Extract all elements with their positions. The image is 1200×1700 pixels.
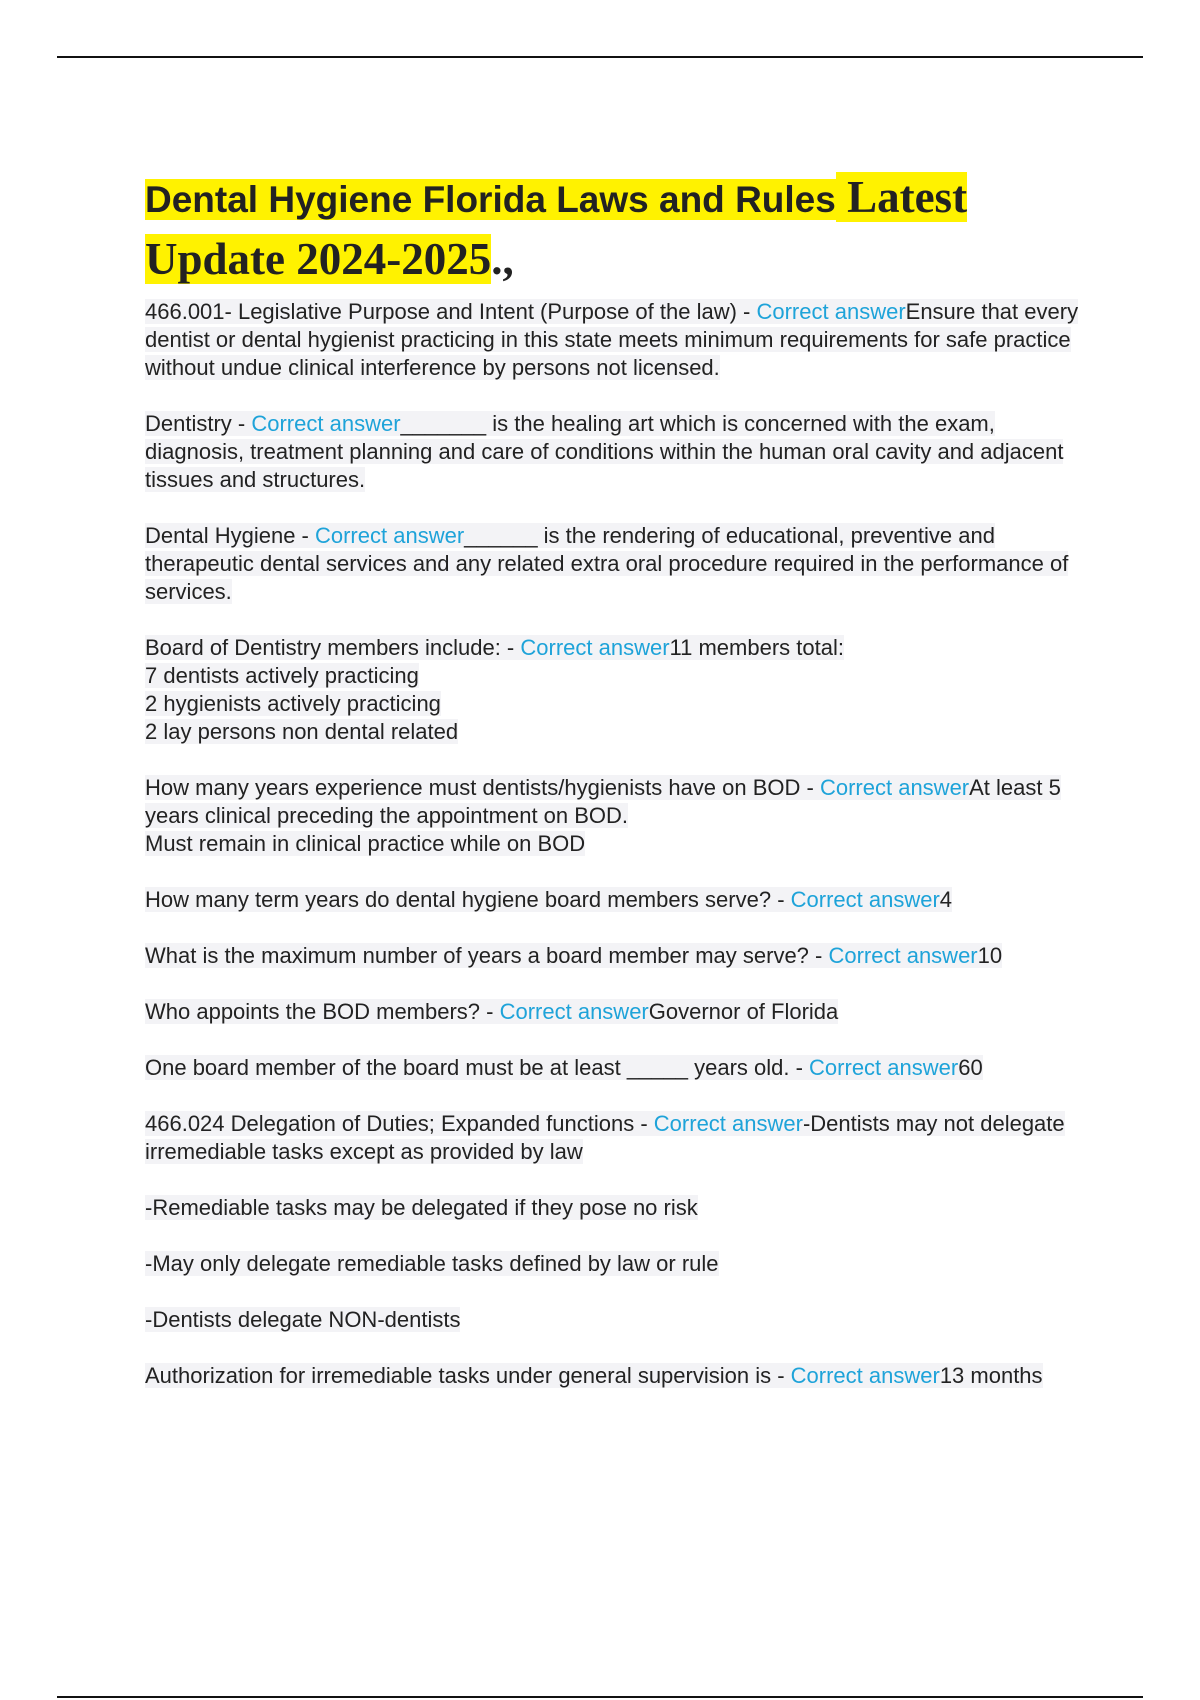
answer-text: 11 members total: <box>669 635 844 660</box>
answer-label: Correct answer <box>520 635 670 660</box>
qa-item <box>145 1110 1095 1166</box>
document-title <box>145 168 1095 292</box>
answer-extra-line: 2 hygienists actively practicing <box>145 691 441 716</box>
answer-text: 10 <box>977 943 1003 968</box>
question-text: How many term years do dental hygiene board members serve? - <box>145 887 791 912</box>
qa-line <box>145 523 1068 604</box>
qa-item <box>145 298 1095 382</box>
answer-label: Correct answer <box>790 887 940 912</box>
qa-item <box>145 1362 1095 1390</box>
note-text: -May only delegate remediable tasks defined by law or rule <box>145 1251 719 1276</box>
question-text: Dental Hygiene - <box>145 523 315 548</box>
title-part-3: Update 2024-2025 <box>145 234 492 284</box>
title-part-2: Latest <box>836 172 967 222</box>
answer-text: -Dentists may not delegate irremediable tasks except as provided by law <box>145 1111 1065 1164</box>
question-text: Board of Dentistry members include: - <box>145 635 521 660</box>
qa-line <box>145 943 1002 968</box>
qa-item <box>145 1306 1095 1334</box>
question-text: Who appoints the BOD members? - <box>145 999 500 1024</box>
qa-line <box>145 1055 983 1080</box>
answer-label: Correct answer <box>790 1363 940 1388</box>
qa-item <box>145 774 1095 858</box>
qa-line <box>145 1363 1043 1388</box>
qa-item <box>145 886 1095 914</box>
qa-item <box>145 1250 1095 1278</box>
answer-text: 60 <box>958 1055 983 1080</box>
qa-item <box>145 410 1095 494</box>
qa-line <box>145 999 838 1024</box>
answer-text: ______ is the rendering of educational, preventive and therapeutic dental services and any related extra oral procedure required in the performance of services. <box>145 523 1069 604</box>
qa-list <box>145 298 1095 1390</box>
answer-label: Correct answer <box>809 1055 959 1080</box>
qa-item <box>145 1194 1095 1222</box>
answer-label: Correct answer <box>653 1111 803 1136</box>
question-text: What is the maximum number of years a board member may serve? - <box>145 943 829 968</box>
title-suffix: ., <box>491 234 514 284</box>
title-part-1: Dental Hygiene Florida Laws and Rules <box>145 179 836 220</box>
qa-item <box>145 522 1095 606</box>
qa-line <box>145 411 1063 492</box>
answer-text: 4 <box>939 887 953 912</box>
answer-label: Correct answer <box>314 523 465 548</box>
question-text: One board member of the board must be at least _____ years old. - <box>145 1055 810 1080</box>
qa-line <box>145 1111 1065 1164</box>
qa-line <box>145 775 1061 828</box>
answer-label: Correct answer <box>828 943 978 968</box>
question-text: 466.024 Delegation of Duties; Expanded functions - <box>145 1111 654 1136</box>
qa-line <box>145 299 1078 380</box>
answer-extra-line: 7 dentists actively practicing <box>145 663 419 688</box>
answer-text: Governor of Florida <box>648 999 839 1024</box>
answer-label: Correct answer <box>251 411 401 436</box>
qa-line <box>145 635 844 660</box>
question-text: How many years experience must dentists/hygienists have on BOD - <box>145 775 820 800</box>
answer-text: _______ is the healing art which is concerned with the exam, diagnosis, treatment planning and care of conditions within the human oral cavity and adjacent tissues and structures. <box>145 411 1064 492</box>
question-text: Dentistry - <box>145 411 252 436</box>
answer-extra-line: Must remain in clinical practice while on BOD <box>145 831 586 856</box>
answer-text: At least 5 years clinical preceding the appointment on BOD. <box>145 775 1061 828</box>
answer-label: Correct answer <box>756 299 906 324</box>
qa-item <box>145 1054 1095 1082</box>
answer-text: Ensure that every dentist or dental hygienist practicing in this state meets minimum requirements for safe practice without undue clinical interference by persons not licensed. <box>145 299 1079 380</box>
note-text: -Remediable tasks may be delegated if they pose no risk <box>145 1195 698 1220</box>
qa-item <box>145 634 1095 746</box>
question-text: 466.001- Legislative Purpose and Intent (Purpose of the law) - <box>145 299 757 324</box>
answer-label: Correct answer <box>819 775 970 800</box>
document-body <box>145 168 1095 1418</box>
qa-item <box>145 942 1095 970</box>
note-text: -Dentists delegate NON-dentists <box>145 1307 461 1332</box>
answer-extra-line: 2 lay persons non dental related <box>145 719 459 744</box>
answer-label: Correct answer <box>499 999 649 1024</box>
qa-line <box>145 887 952 912</box>
question-text: Authorization for irremediable tasks under general supervision is - <box>145 1363 791 1388</box>
footer-rule <box>57 1696 1143 1698</box>
header-rule <box>57 56 1143 58</box>
qa-item <box>145 998 1095 1026</box>
answer-text: 13 months <box>939 1363 1043 1388</box>
